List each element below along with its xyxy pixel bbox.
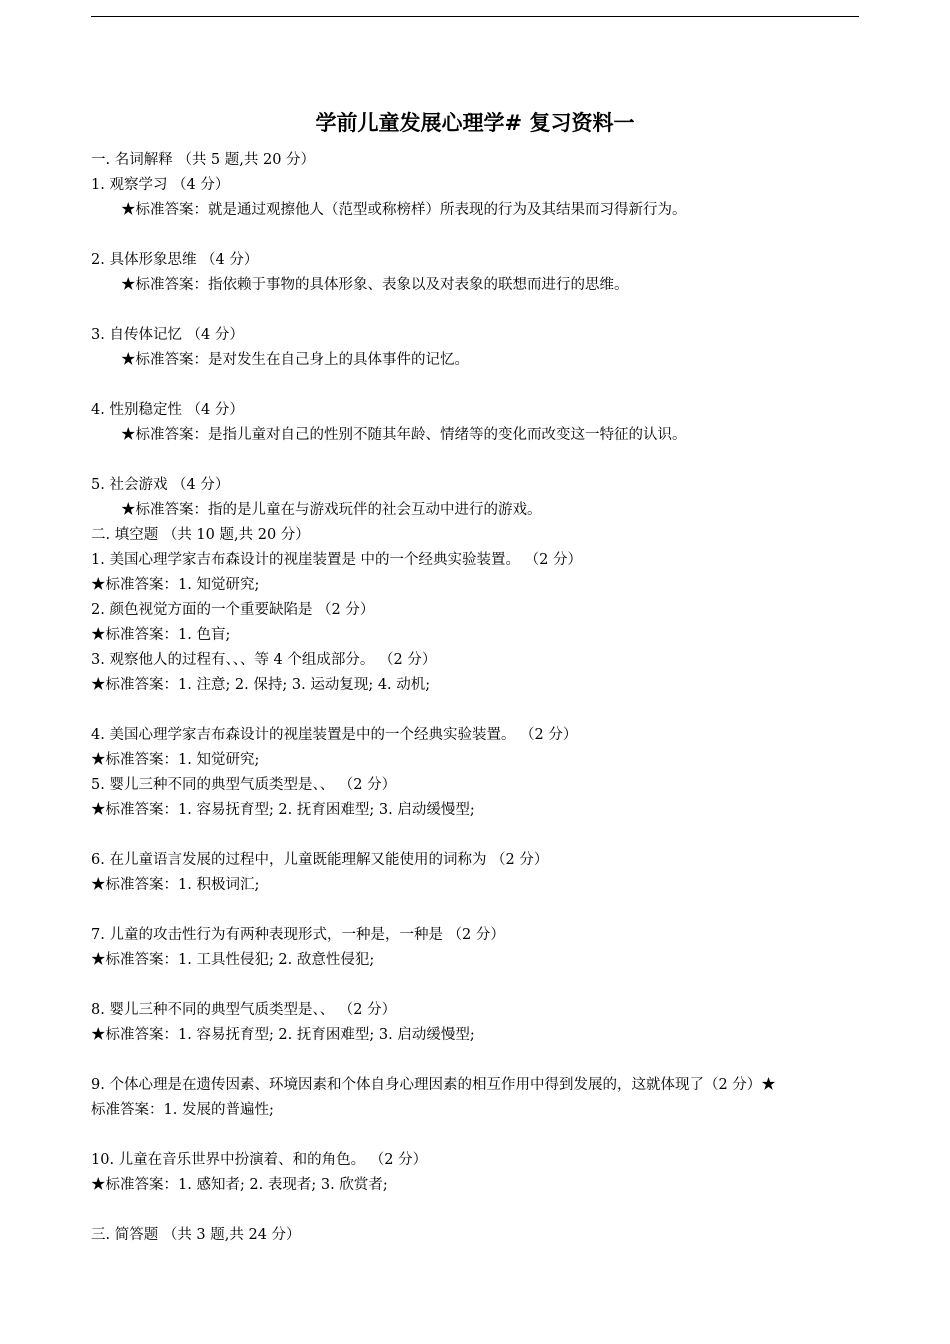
question: 5. 婴儿三种不同的典型气质类型是、、 （2 分）	[91, 777, 397, 793]
answer: ★标准答案：1. 色盲;	[91, 627, 231, 643]
spacer	[91, 1198, 859, 1223]
section-header: 一. 名词解释 （共 5 题,共 20 分）	[91, 152, 316, 168]
section-header: 三. 简答题 （共 3 题,共 24 分）	[91, 1227, 301, 1243]
spacer	[91, 373, 859, 398]
question: 6. 在儿童语言发展的过程中，儿童既能理解又能使用的词称为 （2 分）	[91, 852, 549, 868]
answer: ★标准答案：1. 积极词汇;	[91, 877, 260, 893]
answer: ★标准答案：1. 知觉研究;	[91, 752, 260, 768]
question: 5. 社会游戏 （4 分）	[91, 477, 230, 493]
answer: ★标准答案：指的是儿童在与游戏玩伴的社会互动中进行的游戏。	[121, 502, 542, 518]
header-rule	[91, 16, 859, 17]
section-header: 二. 填空题 （共 10 题,共 20 分）	[91, 527, 310, 543]
answer: ★标准答案：1. 注意; 2. 保持; 3. 运动复现; 4. 动机;	[91, 677, 431, 693]
spacer	[91, 973, 859, 998]
spacer	[91, 823, 859, 848]
question: 7. 儿童的攻击性行为有两种表现形式，一种是，一种是 （2 分）	[91, 927, 505, 943]
question: 4. 性别稳定性 （4 分）	[91, 402, 244, 418]
spacer	[91, 1123, 859, 1148]
answer: ★标准答案：1. 知觉研究;	[91, 577, 260, 593]
answer: 标准答案：1. 发展的普遍性;	[91, 1102, 274, 1118]
question: 8. 婴儿三种不同的典型气质类型是、、 （2 分）	[91, 1002, 397, 1018]
spacer	[91, 223, 859, 248]
answer: ★标准答案：指依赖于事物的具体形象、表象以及对表象的联想而进行的思维。	[121, 277, 629, 293]
spacer	[91, 298, 859, 323]
page-title: 学前儿童发展心理学# 复习资料一	[315, 110, 635, 135]
answer: ★标准答案：1. 容易抚育型; 2. 抚育困难型; 3. 启动缓慢型;	[91, 802, 475, 818]
question: 3. 自传体记忆 （4 分）	[91, 327, 244, 343]
document-body	[91, 148, 859, 1248]
question: 9. 个体心理是在遗传因素、环境因素和个体自身心理因素的相互作用中得到发展的，这就体现了（2 分）★	[91, 1077, 776, 1093]
question: 10. 儿童在音乐世界中扮演着、和的角色。 （2 分）	[91, 1152, 428, 1168]
spacer	[91, 448, 859, 473]
question: 2. 具体形象思维 （4 分）	[91, 252, 259, 268]
question: 3. 观察他人的过程有、、、等 4 个组成部分。 （2 分）	[91, 652, 437, 668]
question: 1. 观察学习 （4 分）	[91, 177, 230, 193]
spacer	[91, 898, 859, 923]
answer: ★标准答案：1. 工具性侵犯; 2. 敌意性侵犯;	[91, 952, 375, 968]
question: 4. 美国心理学家吉布森设计的视崖装置是中的一个经典实验装置。 （2 分）	[91, 727, 578, 743]
question: 1. 美国心理学家吉布森设计的视崖装置是 中的一个经典实验装置。 （2 分）	[91, 552, 582, 568]
answer: ★标准答案：1. 容易抚育型; 2. 抚育困难型; 3. 启动缓慢型;	[91, 1027, 475, 1043]
answer: ★标准答案：1. 感知者; 2. 表现者; 3. 欣赏者;	[91, 1177, 388, 1193]
answer: ★标准答案：是对发生在自己身上的具体事件的记忆。	[121, 352, 469, 368]
question: 2. 颜色视觉方面的一个重要缺陷是 （2 分）	[91, 602, 375, 618]
spacer	[91, 1048, 859, 1073]
answer: ★标准答案：就是通过观擦他人（范型或称榜样）所表现的行为及其结果而习得新行为。	[121, 202, 687, 218]
spacer	[91, 698, 859, 723]
answer: ★标准答案：是指儿童对自己的性别不随其年龄、情绪等的变化而改变这一特征的认识。	[121, 427, 687, 443]
